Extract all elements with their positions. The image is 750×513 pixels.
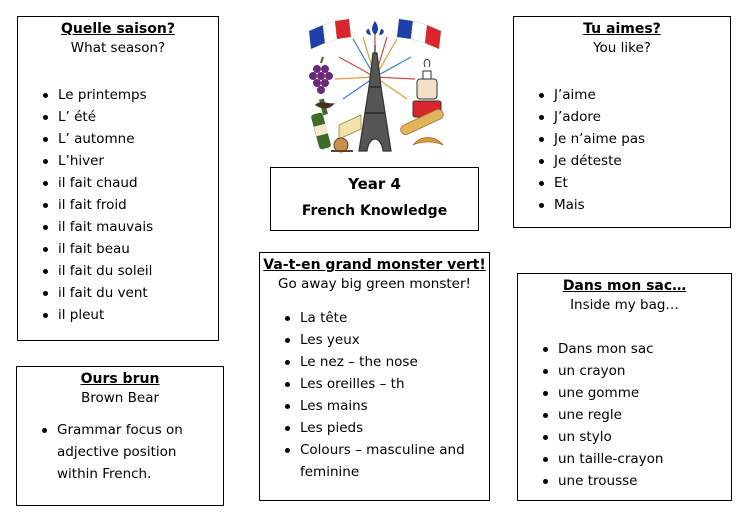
bag-list <box>518 338 731 492</box>
list-item: Colours – masculine and feminine <box>260 439 489 483</box>
french-flag-icon <box>309 19 351 49</box>
list-item: une gomme <box>518 382 731 404</box>
season-box <box>17 16 219 341</box>
list-item: Dans mon sac <box>518 338 731 360</box>
list-item: Les pieds <box>260 417 489 439</box>
french-flag-icon <box>397 19 441 49</box>
croissant-icon <box>413 138 443 146</box>
year-subtitle: French Knowledge <box>301 203 448 219</box>
bag-box <box>517 273 732 501</box>
list-item: Je n’aime pas <box>514 128 730 150</box>
france-illustration <box>303 17 447 155</box>
season-title: Quelle saison? <box>61 21 175 37</box>
bear-subtitle: Brown Bear <box>80 390 160 406</box>
list-item: un taille-crayon <box>518 448 731 470</box>
list-item: une regle <box>518 404 731 426</box>
bag-subtitle: Inside my bag… <box>570 297 679 313</box>
year-title: Year 4 <box>348 175 401 193</box>
list-item: Les yeux <box>260 329 489 351</box>
list-item: il pleut <box>18 304 218 326</box>
list-item: J’aime <box>514 84 730 106</box>
list-item: il fait du vent <box>18 282 218 304</box>
list-item: un crayon <box>518 360 731 382</box>
monster-list <box>260 307 489 483</box>
like-title: Tu aimes? <box>583 21 661 37</box>
like-list <box>514 84 730 216</box>
list-item: Mais <box>514 194 730 216</box>
season-subtitle: What season? <box>70 40 166 56</box>
list-item: L’ automne <box>18 128 218 150</box>
monster-box <box>259 252 490 501</box>
monster-title: Va-t-en grand monster vert! <box>263 257 486 273</box>
bag-title: Dans mon sac… <box>562 278 687 294</box>
list-item: Grammar focus on adjective position within French. <box>17 419 223 485</box>
list-item: L’hiver <box>18 150 218 172</box>
grapes-icon <box>309 57 333 94</box>
monster-subtitle: Go away big green monster! <box>278 276 471 292</box>
list-item: Et <box>514 172 730 194</box>
list-item: J’adore <box>514 106 730 128</box>
list-item: un stylo <box>518 426 731 448</box>
perfume-icon <box>413 60 441 118</box>
list-item: il fait du soleil <box>18 260 218 282</box>
bear-list <box>17 419 223 485</box>
list-item: il fait froid <box>18 194 218 216</box>
mustache-icon <box>315 102 335 108</box>
list-item: Le printemps <box>18 84 218 106</box>
list-item: Les mains <box>260 395 489 417</box>
cheese-icon <box>339 115 361 139</box>
year-box <box>270 167 479 231</box>
list-item: La tête <box>260 307 489 329</box>
list-item: une trousse <box>518 470 731 492</box>
list-item: il fait beau <box>18 238 218 260</box>
list-item: Le nez – the nose <box>260 351 489 373</box>
fleur-de-lis-icon <box>366 21 384 35</box>
season-list <box>18 84 218 326</box>
list-item: Je déteste <box>514 150 730 172</box>
list-item: L’ été <box>18 106 218 128</box>
bear-box <box>16 366 224 506</box>
eiffel-tower-icon <box>359 45 391 151</box>
list-item: il fait mauvais <box>18 216 218 238</box>
like-box <box>513 16 731 228</box>
like-subtitle: You like? <box>593 40 651 56</box>
snail-icon <box>331 138 353 152</box>
list-item: Les oreilles – th <box>260 373 489 395</box>
list-item: il fait chaud <box>18 172 218 194</box>
bear-title: Ours brun <box>80 371 160 387</box>
